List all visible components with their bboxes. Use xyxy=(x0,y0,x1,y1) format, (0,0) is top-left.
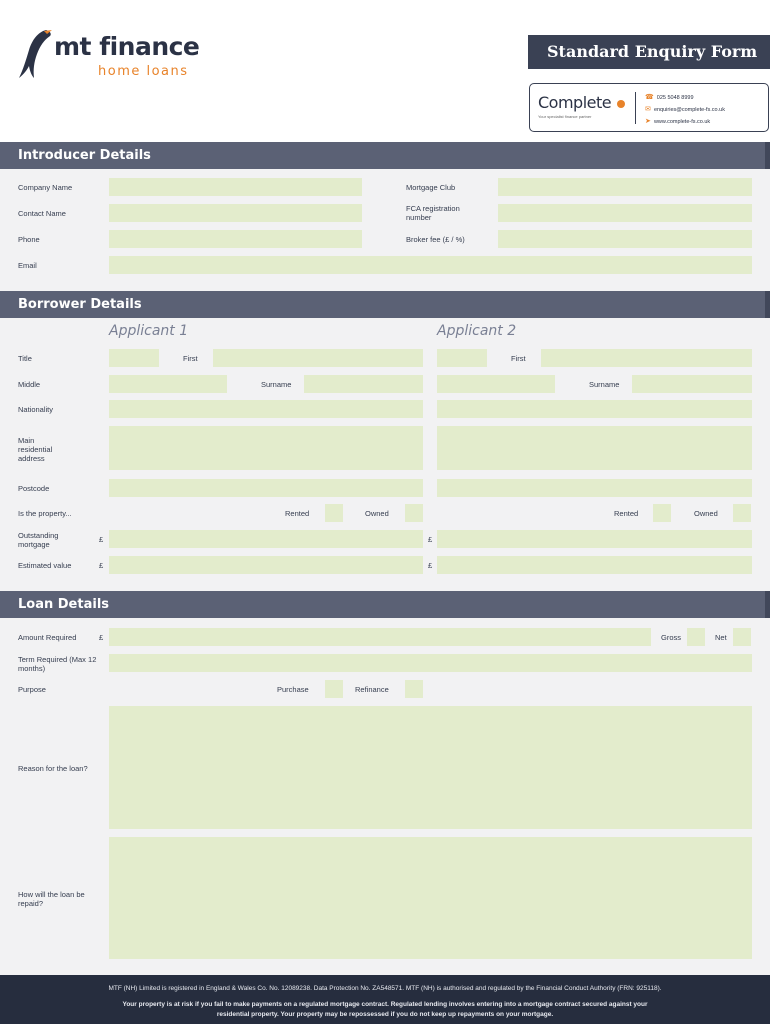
phone-field[interactable] xyxy=(109,230,362,248)
label-fca: FCA registration number xyxy=(406,204,460,222)
a2-currency-estimated: £ xyxy=(428,561,433,570)
a2-outstanding-field[interactable] xyxy=(437,530,752,548)
a1-outstanding-field[interactable] xyxy=(109,530,423,548)
a1-label-rented: Rented xyxy=(285,509,310,518)
partner-box xyxy=(529,83,769,132)
label-outstanding: Outstanding mortgage xyxy=(18,531,59,549)
contact-name-field[interactable] xyxy=(109,204,362,222)
partner-email[interactable]: enquiries@complete-fs.co.uk xyxy=(653,107,725,113)
section-borrower-title: Borrower Details xyxy=(18,297,142,312)
brand-name: mt finance xyxy=(54,32,200,61)
broker-fee-field[interactable] xyxy=(498,230,752,248)
footer-legal: MTF (NH) Limited is registered in England & Wales Co. No. 12089238. Data Protection No. ZA548571. MTF (NH) is authorised and regulated by the Financial Conduct Authority (FRN: 925118). xyxy=(108,985,662,992)
form-title-banner xyxy=(528,35,770,69)
a2-postcode-field[interactable] xyxy=(437,479,752,497)
a2-surname-field[interactable] xyxy=(632,375,752,393)
web-icon: ➤ xyxy=(645,118,651,125)
label-middle: Middle xyxy=(18,380,41,389)
label-purpose: Purpose xyxy=(18,685,46,694)
a2-rented-checkbox[interactable] xyxy=(653,504,671,522)
form-title: Standard Enquiry Form xyxy=(547,42,758,61)
section-borrower xyxy=(0,291,770,318)
a1-label-first: First xyxy=(183,354,198,363)
label-property: Is the property... xyxy=(18,509,72,518)
fca-field[interactable] xyxy=(498,204,752,222)
a2-currency-outstanding: £ xyxy=(428,535,433,544)
purchase-checkbox[interactable] xyxy=(325,680,343,698)
label-repaid: How will the loan be repaid? xyxy=(18,890,85,908)
phone-icon: ☎ xyxy=(645,94,654,101)
brand-logo xyxy=(16,28,206,83)
a2-address-field[interactable] xyxy=(437,426,752,470)
section-loan xyxy=(0,591,770,618)
partner-tagline: Your specialist finance partner xyxy=(538,114,592,119)
company-name-field[interactable] xyxy=(109,178,362,196)
partner-web[interactable]: www.complete-fs.co.uk xyxy=(653,119,711,125)
a1-middle-field[interactable] xyxy=(109,375,227,393)
repaid-field[interactable] xyxy=(109,837,752,959)
a1-first-field[interactable] xyxy=(213,349,423,367)
label-refinance: Refinance xyxy=(355,685,389,694)
a1-surname-field[interactable] xyxy=(304,375,423,393)
footer xyxy=(0,975,770,1024)
email-icon: ✉ xyxy=(645,106,651,113)
penguin-logo-icon xyxy=(16,28,56,80)
partner-phone[interactable]: 025 5048 8999 xyxy=(656,95,694,101)
a1-label-surname: Surname xyxy=(261,380,292,389)
footer-warning: Your property is at risk if you fail to make payments on a regulated mortgage contract. Regulated lending involves entering into a mortgage contract secured against your residential property. Your property may be repossessed if you do not keep up repayments on your mortgage. xyxy=(122,1001,648,1018)
a2-label-rented: Rented xyxy=(614,509,639,518)
a2-title-field[interactable] xyxy=(437,349,487,367)
label-title: Title xyxy=(18,354,32,363)
reason-field[interactable] xyxy=(109,706,752,829)
label-phone: Phone xyxy=(18,235,40,244)
label-net: Net xyxy=(715,633,727,642)
label-postcode: Postcode xyxy=(18,484,50,493)
a1-rented-checkbox[interactable] xyxy=(325,504,343,522)
complete-logo-icon xyxy=(538,93,626,123)
section-introducer-title: Introducer Details xyxy=(18,148,151,163)
term-field[interactable] xyxy=(109,654,752,672)
a2-label-first: First xyxy=(511,354,526,363)
label-gross: Gross xyxy=(661,633,682,642)
a2-owned-checkbox[interactable] xyxy=(733,504,751,522)
label-reason: Reason for the loan? xyxy=(18,764,88,773)
a1-currency-outstanding: £ xyxy=(99,535,104,544)
section-introducer xyxy=(0,142,770,169)
net-checkbox[interactable] xyxy=(733,628,751,646)
a1-currency-estimated: £ xyxy=(99,561,104,570)
label-broker-fee: Broker fee (£ / %) xyxy=(406,235,465,244)
applicant2-heading: Applicant 2 xyxy=(437,323,517,339)
partner-name: Complete xyxy=(538,93,612,112)
label-email: Email xyxy=(18,261,37,270)
a1-address-field[interactable] xyxy=(109,426,423,470)
label-contact-name: Contact Name xyxy=(18,209,66,218)
amount-field[interactable] xyxy=(109,628,651,646)
section-loan-title: Loan Details xyxy=(18,597,110,612)
a1-label-owned: Owned xyxy=(365,509,389,518)
a1-owned-checkbox[interactable] xyxy=(405,504,423,522)
gross-checkbox[interactable] xyxy=(687,628,705,646)
email-field[interactable] xyxy=(109,256,752,274)
brand-sub: home loans xyxy=(98,64,189,79)
label-address: Main residential address xyxy=(18,436,53,463)
label-estimated: Estimated value xyxy=(18,561,72,570)
a1-postcode-field[interactable] xyxy=(109,479,423,497)
a2-label-owned: Owned xyxy=(694,509,718,518)
a1-estimated-field[interactable] xyxy=(109,556,423,574)
a2-label-surname: Surname xyxy=(589,380,620,389)
a2-middle-field[interactable] xyxy=(437,375,555,393)
label-nationality: Nationality xyxy=(18,405,54,414)
currency-amount: £ xyxy=(99,633,104,642)
label-mortgage-club: Mortgage Club xyxy=(406,183,456,192)
label-term: Term Required (Max 12 months) xyxy=(18,655,97,673)
label-company-name: Company Name xyxy=(18,183,73,192)
label-amount: Amount Required xyxy=(18,633,77,642)
a2-first-field[interactable] xyxy=(541,349,752,367)
a1-title-field[interactable] xyxy=(109,349,159,367)
label-purchase: Purchase xyxy=(277,685,309,694)
mortgage-club-field[interactable] xyxy=(498,178,752,196)
refinance-checkbox[interactable] xyxy=(405,680,423,698)
applicant1-heading: Applicant 1 xyxy=(109,323,189,339)
a2-nationality-field[interactable] xyxy=(437,400,752,418)
a1-nationality-field[interactable] xyxy=(109,400,423,418)
a2-estimated-field[interactable] xyxy=(437,556,752,574)
